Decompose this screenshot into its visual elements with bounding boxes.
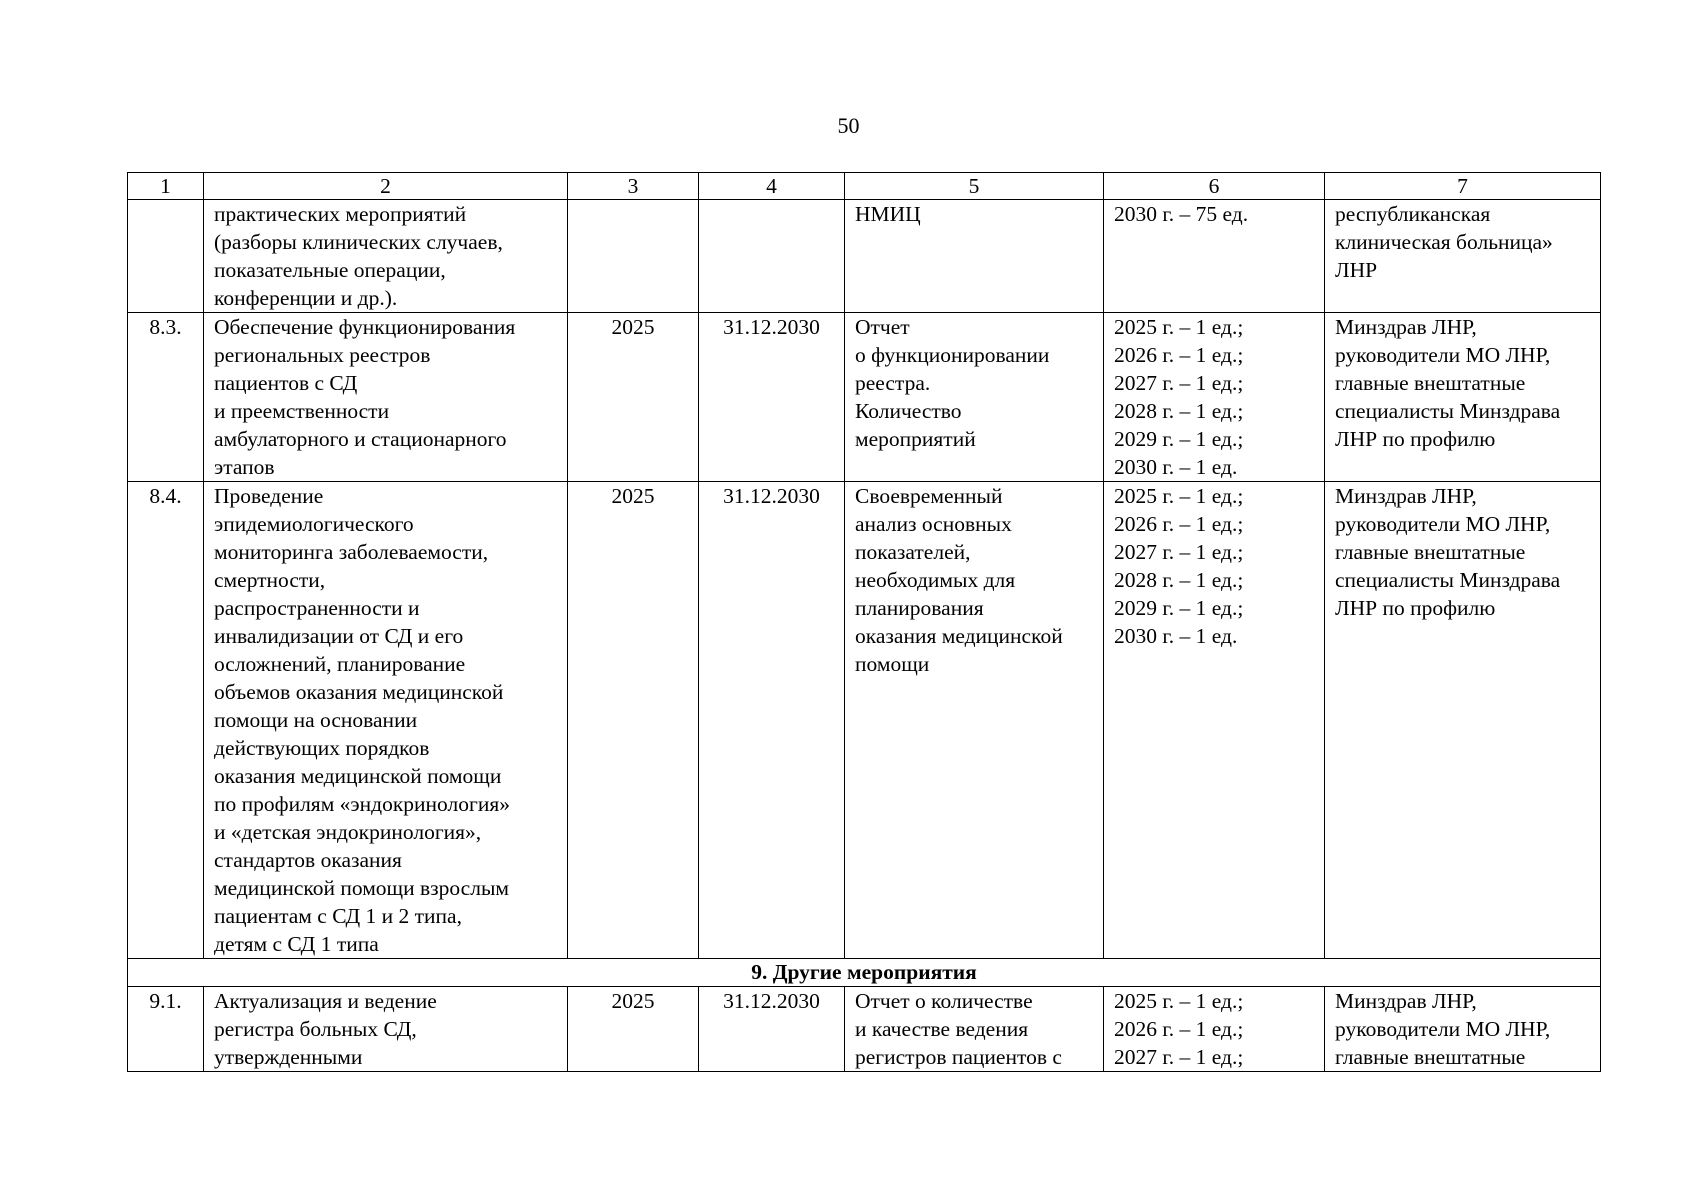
cell-line: по профилям «эндокринология» (214, 792, 510, 816)
cell-line: необходимых для (855, 568, 1016, 592)
cell-line: Минздрав ЛНР, (1335, 989, 1477, 1013)
table-row (128, 987, 1601, 1072)
cell-line: инвалидизации от СД и его (214, 624, 464, 648)
cell-line: распространенности и (214, 596, 420, 620)
cell-line: планирования (855, 596, 984, 620)
cell-line: мероприятий (855, 427, 976, 451)
item-number-cell: 9.1. (128, 987, 204, 1072)
start-year-cell: 2025 (568, 987, 699, 1072)
cell-line: Минздрав ЛНР, (1335, 484, 1477, 508)
start-year-cell (568, 200, 699, 313)
cell-line: стандартов оказания (214, 848, 402, 872)
cell-line: НМИЦ (855, 202, 921, 226)
start-year-cell: 2025 (568, 313, 699, 482)
cell-line: ЛНР по профилю (1335, 596, 1496, 620)
cell-line: Обеспечение функционирования (214, 315, 516, 339)
cell-line: 2027 г. – 1 ед.; (1114, 371, 1244, 395)
cell-line: руководители МО ЛНР, (1335, 512, 1551, 536)
activities-table (127, 172, 1601, 1072)
cell-line: 2026 г. – 1 ед.; (1114, 512, 1244, 536)
table-row (128, 482, 1601, 959)
cell-line: и качестве ведения (855, 1017, 1029, 1041)
cell-line: главные внештатные (1335, 371, 1526, 395)
cell-line: конференции и др.). (214, 286, 398, 310)
cell-line: республиканская (1335, 202, 1491, 226)
item-number-cell (128, 200, 204, 313)
cell-line: регистра больных СД, (214, 1017, 417, 1041)
cell-line: 2026 г. – 1 ед.; (1114, 343, 1244, 367)
cell-line: клиническая больница» (1335, 230, 1553, 254)
cell-line: 2030 г. – 1 ед. (1114, 624, 1238, 648)
cell-line: 2029 г. – 1 ед.; (1114, 596, 1244, 620)
indicator-cell (1104, 313, 1325, 482)
cell-line: 2027 г. – 1 ед.; (1114, 1045, 1244, 1069)
cell-line: пациентам с СД 1 и 2 типа, (214, 904, 462, 928)
cell-line: 2028 г. – 1 ед.; (1114, 568, 1244, 592)
cell-line: 2030 г. – 75 ед. (1114, 202, 1249, 226)
section-title: 9. Другие мероприятия (128, 959, 1601, 987)
table-row (128, 313, 1601, 482)
indicator-cell (1104, 482, 1325, 959)
responsible-cell (1325, 313, 1601, 482)
cell-line: 2029 г. – 1 ед.; (1114, 427, 1244, 451)
cell-line: Отчет о количестве (855, 989, 1033, 1013)
cell-line: 2026 г. – 1 ед.; (1114, 1017, 1244, 1041)
cell-line: показательные операции, (214, 258, 446, 282)
cell-line: Своевременный (855, 484, 1003, 508)
result-cell (845, 200, 1104, 313)
action-cell (204, 200, 568, 313)
action-cell (204, 482, 568, 959)
cell-line: 2027 г. – 1 ед.; (1114, 540, 1244, 564)
cell-line: ЛНР (1335, 258, 1378, 282)
cell-line: и преемственности (214, 399, 390, 423)
item-number-cell: 8.4. (128, 482, 204, 959)
result-cell (845, 313, 1104, 482)
result-cell (845, 482, 1104, 959)
action-cell (204, 987, 568, 1072)
cell-line: Минздрав ЛНР, (1335, 315, 1477, 339)
start-year-cell: 2025 (568, 482, 699, 959)
column-number: 2 (204, 173, 568, 200)
cell-line: амбулаторного и стационарного (214, 427, 507, 451)
end-date-cell (699, 200, 845, 313)
section-heading-row (128, 959, 1601, 987)
cell-line: специалисты Минздрава (1335, 399, 1561, 423)
cell-line: утвержденными (214, 1045, 363, 1069)
action-cell (204, 313, 568, 482)
cell-line: 2028 г. – 1 ед.; (1114, 399, 1244, 423)
cell-line: и «детская эндокринология», (214, 820, 482, 844)
cell-line: Отчет (855, 315, 910, 339)
column-number: 3 (568, 173, 699, 200)
cell-line: руководители МО ЛНР, (1335, 1017, 1551, 1041)
column-numbers-row (128, 173, 1601, 200)
cell-line: региональных реестров (214, 343, 431, 367)
cell-line: Проведение (214, 484, 324, 508)
cell-line: ЛНР по профилю (1335, 427, 1496, 451)
cell-line: 2030 г. – 1 ед. (1114, 455, 1238, 479)
column-number: 6 (1104, 173, 1325, 200)
column-number: 1 (128, 173, 204, 200)
end-date-cell: 31.12.2030 (699, 482, 845, 959)
item-number-cell: 8.3. (128, 313, 204, 482)
cell-line: помощи на основании (214, 708, 418, 732)
cell-line: руководители МО ЛНР, (1335, 343, 1551, 367)
cell-line: регистров пациентов с (855, 1045, 1062, 1069)
cell-line: смертности, (214, 568, 326, 592)
cell-line: детям с СД 1 типа (214, 932, 379, 956)
cell-line: медицинской помощи взрослым (214, 876, 509, 900)
cell-line: эпидемиологического (214, 512, 414, 536)
cell-line: осложнений, планирование (214, 652, 466, 676)
responsible-cell (1325, 987, 1601, 1072)
column-number: 5 (845, 173, 1104, 200)
cell-line: 2025 г. – 1 ед.; (1114, 989, 1244, 1013)
page-number: 50 (837, 113, 860, 138)
cell-line: практических мероприятий (214, 202, 467, 226)
cell-line: Количество (855, 399, 962, 423)
cell-line: реестра. (855, 371, 931, 395)
cell-line: оказания медицинской (855, 624, 1063, 648)
cell-line: анализ основных (855, 512, 1012, 536)
cell-line: пациентов с СД (214, 371, 358, 395)
cell-line: Актуализация и ведение (214, 989, 437, 1013)
cell-line: действующих порядков (214, 736, 430, 760)
column-number: 4 (699, 173, 845, 200)
result-cell (845, 987, 1104, 1072)
cell-line: о функционировании (855, 343, 1050, 367)
cell-line: этапов (214, 455, 275, 479)
cell-line: оказания медицинской помощи (214, 764, 502, 788)
cell-line: главные внештатные (1335, 540, 1526, 564)
table-row (128, 200, 1601, 313)
cell-line: 2025 г. – 1 ед.; (1114, 484, 1244, 508)
cell-line: объемов оказания медицинской (214, 680, 504, 704)
cell-line: главные внештатные (1335, 1045, 1526, 1069)
cell-line: (разборы клинических случаев, (214, 230, 503, 254)
cell-line: мониторинга заболеваемости, (214, 540, 489, 564)
cell-line: 2025 г. – 1 ед.; (1114, 315, 1244, 339)
responsible-cell (1325, 200, 1601, 313)
cell-line: помощи (855, 652, 930, 676)
responsible-cell (1325, 482, 1601, 959)
column-number: 7 (1325, 173, 1601, 200)
end-date-cell: 31.12.2030 (699, 313, 845, 482)
indicator-cell (1104, 200, 1325, 313)
end-date-cell: 31.12.2030 (699, 987, 845, 1072)
cell-line: специалисты Минздрава (1335, 568, 1561, 592)
indicator-cell (1104, 987, 1325, 1072)
cell-line: показателей, (855, 540, 971, 564)
